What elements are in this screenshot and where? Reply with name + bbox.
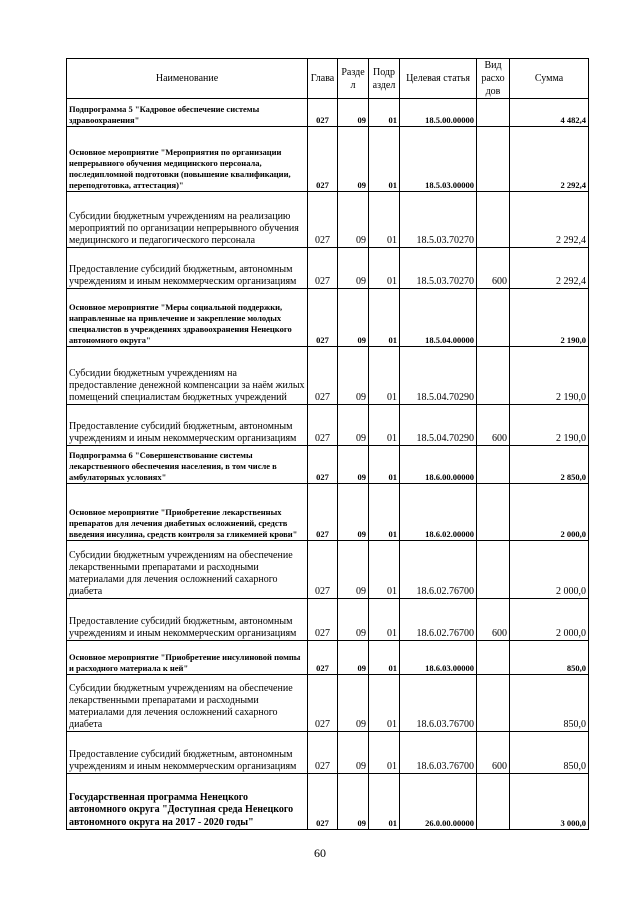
row-section: 09 bbox=[338, 347, 369, 405]
row-expense-type bbox=[477, 127, 510, 192]
row-expense-type bbox=[477, 446, 510, 484]
header-target: Целевая статья bbox=[400, 59, 477, 99]
header-name: Наименование bbox=[67, 59, 308, 99]
row-target: 26.0.00.00000 bbox=[400, 774, 477, 830]
row-subsection: 01 bbox=[369, 599, 400, 641]
row-expense-type bbox=[477, 289, 510, 347]
table-header bbox=[67, 59, 589, 99]
row-sum: 850,0 bbox=[510, 641, 589, 675]
header-section: Разде л bbox=[338, 59, 369, 99]
row-name: Предоставление субсидий бюджетным, автономным учреждениям и иным некоммерческим организациям bbox=[67, 248, 308, 289]
row-section: 09 bbox=[338, 405, 369, 446]
row-subsection: 01 bbox=[369, 289, 400, 347]
row-chapter: 027 bbox=[308, 541, 338, 599]
table-row bbox=[67, 484, 589, 541]
row-section: 09 bbox=[338, 446, 369, 484]
row-target: 18.5.03.00000 bbox=[400, 127, 477, 192]
row-name: Подпрограмма 5 "Кадровое обеспечение системы здравоохранения" bbox=[67, 99, 308, 127]
row-sum: 2 292,4 bbox=[510, 192, 589, 248]
row-name: Предоставление субсидий бюджетным, автономным учреждениям и иным некоммерческим организациям bbox=[67, 405, 308, 446]
row-sum: 2 850,0 bbox=[510, 446, 589, 484]
table-row bbox=[67, 599, 589, 641]
header-expense-type: Вид расхо дов bbox=[477, 59, 510, 99]
row-subsection: 01 bbox=[369, 732, 400, 774]
row-section: 09 bbox=[338, 289, 369, 347]
table-row bbox=[67, 192, 589, 248]
row-name: Основное мероприятие "Приобретение инсулиновой помпы и расходного материала к ней" bbox=[67, 641, 308, 675]
row-expense-type bbox=[477, 774, 510, 830]
table-row bbox=[67, 405, 589, 446]
row-chapter: 027 bbox=[308, 192, 338, 248]
row-sum: 2 292,4 bbox=[510, 127, 589, 192]
row-name: Основное мероприятие "Приобретение лекарственных препаратов для лечения диабетных осложнений, средств введения инсулина, средств контроля за гликемией крови" bbox=[67, 484, 308, 541]
row-sum: 3 000,0 bbox=[510, 774, 589, 830]
row-chapter: 027 bbox=[308, 599, 338, 641]
row-sum: 2 000,0 bbox=[510, 599, 589, 641]
row-section: 09 bbox=[338, 248, 369, 289]
row-target: 18.5.00.00000 bbox=[400, 99, 477, 127]
table-row bbox=[67, 127, 589, 192]
row-target: 18.6.03.76700 bbox=[400, 675, 477, 732]
row-name: Государственная программа Ненецкого автономного округа "Доступная среда Ненецкого автономного округа на 2017 - 2020 годы" bbox=[67, 774, 308, 830]
row-target: 18.6.00.00000 bbox=[400, 446, 477, 484]
row-name: Субсидии бюджетным учреждениям на реализацию мероприятий по организации непрерывного обучения медицинского и педагогического персонала bbox=[67, 192, 308, 248]
row-sum: 2 190,0 bbox=[510, 405, 589, 446]
row-chapter: 027 bbox=[308, 127, 338, 192]
row-sum: 2 292,4 bbox=[510, 248, 589, 289]
row-section: 09 bbox=[338, 599, 369, 641]
row-subsection: 01 bbox=[369, 641, 400, 675]
row-expense-type bbox=[477, 641, 510, 675]
row-subsection: 01 bbox=[369, 127, 400, 192]
row-expense-type: 600 bbox=[477, 248, 510, 289]
row-expense-type bbox=[477, 675, 510, 732]
row-name: Основное мероприятие "Меры социальной поддержки, направленные на привлечение и закрепление молодых специалистов в учреждениях здравоохранения Ненецкого автономного округа" bbox=[67, 289, 308, 347]
row-name: Основное мероприятие "Мероприятия по организации непрерывного обучения медицинского персонала, последипломной подготовки (повышение квалификации, переподготовка, аттестация)" bbox=[67, 127, 308, 192]
row-target: 18.6.02.00000 bbox=[400, 484, 477, 541]
table-row bbox=[67, 347, 589, 405]
row-section: 09 bbox=[338, 732, 369, 774]
row-name: Предоставление субсидий бюджетным, автономным учреждениям и иным некоммерческим организациям bbox=[67, 599, 308, 641]
row-name: Предоставление субсидий бюджетным, автономным учреждениям и иным некоммерческим организациям bbox=[67, 732, 308, 774]
header-subsection: Подр аздел bbox=[369, 59, 400, 99]
row-sum: 850,0 bbox=[510, 732, 589, 774]
row-subsection: 01 bbox=[369, 675, 400, 732]
row-name: Субсидии бюджетным учреждениям на обеспечение лекарственными препаратами и расходными материалами для лечения осложнений сахарного диабета bbox=[67, 675, 308, 732]
table-row bbox=[67, 774, 589, 830]
row-name: Субсидии бюджетным учреждениям на предоставление денежной компенсации за наём жилых помещений специалистам бюджетных учреждений bbox=[67, 347, 308, 405]
row-target: 18.6.03.76700 bbox=[400, 732, 477, 774]
table-row bbox=[67, 248, 589, 289]
row-sum: 2 190,0 bbox=[510, 347, 589, 405]
row-target: 18.5.04.70290 bbox=[400, 347, 477, 405]
row-target: 18.6.02.76700 bbox=[400, 541, 477, 599]
row-expense-type: 600 bbox=[477, 599, 510, 641]
header-sum: Сумма bbox=[510, 59, 589, 99]
row-section: 09 bbox=[338, 484, 369, 541]
row-chapter: 027 bbox=[308, 675, 338, 732]
row-subsection: 01 bbox=[369, 192, 400, 248]
row-subsection: 01 bbox=[369, 248, 400, 289]
row-target: 18.6.02.76700 bbox=[400, 599, 477, 641]
row-sum: 2 000,0 bbox=[510, 484, 589, 541]
row-section: 09 bbox=[338, 774, 369, 830]
row-section: 09 bbox=[338, 127, 369, 192]
table-row bbox=[67, 675, 589, 732]
row-target: 18.5.03.70270 bbox=[400, 248, 477, 289]
row-subsection: 01 bbox=[369, 484, 400, 541]
row-expense-type: 600 bbox=[477, 732, 510, 774]
row-chapter: 027 bbox=[308, 248, 338, 289]
row-expense-type bbox=[477, 484, 510, 541]
row-chapter: 027 bbox=[308, 774, 338, 830]
row-section: 09 bbox=[338, 675, 369, 732]
row-sum: 2 000,0 bbox=[510, 541, 589, 599]
table-row bbox=[67, 289, 589, 347]
row-chapter: 027 bbox=[308, 405, 338, 446]
header-chapter: Глава bbox=[308, 59, 338, 99]
row-name: Субсидии бюджетным учреждениям на обеспечение лекарственными препаратами и расходными материалами для лечения осложнений сахарного диабета bbox=[67, 541, 308, 599]
row-subsection: 01 bbox=[369, 541, 400, 599]
row-subsection: 01 bbox=[369, 347, 400, 405]
row-chapter: 027 bbox=[308, 99, 338, 127]
page-number: 60 bbox=[314, 846, 326, 860]
row-subsection: 01 bbox=[369, 99, 400, 127]
row-chapter: 027 bbox=[308, 641, 338, 675]
row-target: 18.5.04.70290 bbox=[400, 405, 477, 446]
row-subsection: 01 bbox=[369, 774, 400, 830]
row-section: 09 bbox=[338, 99, 369, 127]
row-sum: 2 190,0 bbox=[510, 289, 589, 347]
table-row bbox=[67, 732, 589, 774]
row-expense-type: 600 bbox=[477, 405, 510, 446]
row-chapter: 027 bbox=[308, 289, 338, 347]
table-row bbox=[67, 446, 589, 484]
row-name: Подпрограмма 6 "Совершенствование системы лекарственного обеспечения населения, в том числе в амбулаторных условиях" bbox=[67, 446, 308, 484]
row-chapter: 027 bbox=[308, 347, 338, 405]
row-expense-type bbox=[477, 347, 510, 405]
row-chapter: 027 bbox=[308, 484, 338, 541]
row-sum: 850,0 bbox=[510, 675, 589, 732]
row-subsection: 01 bbox=[369, 446, 400, 484]
row-target: 18.5.04.00000 bbox=[400, 289, 477, 347]
row-chapter: 027 bbox=[308, 446, 338, 484]
row-chapter: 027 bbox=[308, 732, 338, 774]
row-expense-type bbox=[477, 99, 510, 127]
table-row bbox=[67, 99, 589, 127]
row-expense-type bbox=[477, 541, 510, 599]
row-section: 09 bbox=[338, 541, 369, 599]
budget-table bbox=[66, 58, 589, 830]
row-target: 18.6.03.00000 bbox=[400, 641, 477, 675]
table-row bbox=[67, 641, 589, 675]
row-section: 09 bbox=[338, 192, 369, 248]
row-section: 09 bbox=[338, 641, 369, 675]
table-row bbox=[67, 541, 589, 599]
row-subsection: 01 bbox=[369, 405, 400, 446]
row-expense-type bbox=[477, 192, 510, 248]
row-target: 18.5.03.70270 bbox=[400, 192, 477, 248]
row-sum: 4 482,4 bbox=[510, 99, 589, 127]
